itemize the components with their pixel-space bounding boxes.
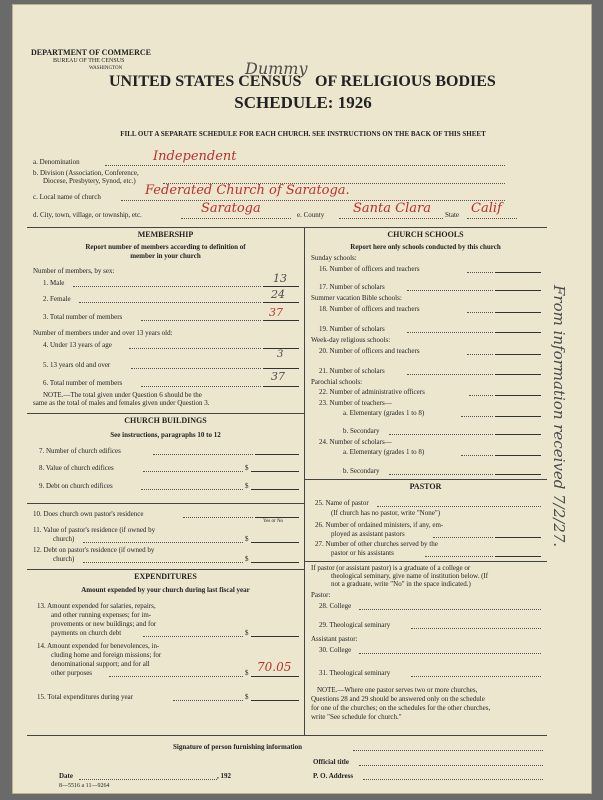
denomination-value: Independent — [153, 149, 237, 164]
q13-line — [143, 636, 243, 637]
q23a-blank — [495, 416, 541, 417]
q14-line-1: 14. Amount expended for benevolences, in- — [37, 642, 160, 650]
form-code: 8—5516 a 11—9264 — [59, 783, 110, 789]
city-label: WASHINGTON — [89, 66, 123, 71]
instructions-line: FILL OUT A SEPARATE SCHEDULE FOR EACH CHURCH. SEE INSTRUCTIONS ON THE BACK OF THIS SHEET — [120, 130, 486, 138]
q21-blank — [495, 374, 541, 375]
q24b-label: b. Secondary — [343, 467, 380, 475]
bureau-label: BUREAU OF THE CENSUS — [53, 58, 125, 64]
q23b-blank — [495, 434, 541, 435]
q11-blank — [251, 542, 299, 543]
q31-line — [411, 676, 541, 677]
pastor-note-1: NOTE.—Where one pastor serves two or more churches, — [317, 686, 478, 694]
q5-blank — [263, 368, 299, 369]
q17-line — [407, 290, 493, 291]
q10-line — [183, 517, 253, 518]
q24-label: 24. Number of scholars— — [319, 438, 392, 446]
q19-line — [407, 332, 493, 333]
q6-blank — [263, 386, 299, 387]
county-value: Santa Clara — [353, 201, 431, 216]
q2-line — [79, 302, 261, 303]
q17-label: 17. Number of scholars — [319, 283, 385, 291]
q14-dollar: $ — [245, 669, 249, 677]
q12-dollar: $ — [245, 555, 249, 563]
date-line — [79, 779, 217, 780]
q6-value: 37 — [271, 370, 285, 383]
q11-label-1: 11. Value of pastor's residence (if owned by — [33, 526, 156, 534]
q29-label: 29. Theological seminary — [319, 621, 391, 629]
q14-line — [109, 676, 243, 677]
q12-label-2: church) — [53, 555, 75, 563]
county-line — [339, 218, 443, 219]
q7-blank — [255, 454, 299, 455]
q12-line — [83, 562, 243, 563]
section-bottom-rule — [27, 735, 547, 736]
q21-line — [407, 374, 493, 375]
buildings-top-rule — [27, 413, 304, 414]
q24b-line — [389, 474, 493, 475]
q10-blank — [255, 517, 299, 518]
q24a-blank — [495, 455, 541, 456]
q7-label: 7. Number of church edifices — [39, 447, 121, 455]
division-label-1: b. Division (Association, Conference, — [33, 169, 139, 177]
q14-line-2: cluding home and foreign missions; for — [51, 651, 162, 659]
po-address-line — [363, 779, 543, 780]
graduate-text-1: If pastor (or assistant pastor) is a graduate of a college or — [311, 564, 471, 572]
city-field-label: d. City, town, village, or township, etc. — [33, 211, 142, 219]
q3-label: 3. Total number of members — [43, 313, 123, 321]
q17-blank — [495, 290, 541, 291]
form-title-b: OF RELIGIOUS BODIES — [315, 73, 496, 90]
q25-hint: (If church has no pastor, write "None") — [331, 509, 441, 517]
q9-blank — [251, 489, 299, 490]
schools-sub: Report here only schools conducted by this church — [350, 243, 501, 251]
q15-dollar: $ — [245, 693, 249, 701]
q14-line-4: other purposes — [51, 669, 93, 677]
q26-line — [433, 537, 493, 538]
q20-label: 20. Number of officers and teachers — [319, 347, 420, 355]
census-schedule-form — [12, 4, 592, 794]
yes-no-hint: Yes or No — [263, 519, 284, 524]
graduate-text-3: not a graduate, write "No" in the space indicated.) — [331, 580, 471, 588]
q6-line — [141, 386, 261, 387]
q16-label: 16. Number of officers and teachers — [319, 265, 420, 273]
q13-line-1: 13. Amount expended for salaries, repairs, — [37, 602, 156, 610]
church-name-value: Federated Church of Saratoga. — [145, 183, 350, 198]
q5-value: 3 — [277, 349, 284, 360]
q5-label: 5. 13 years old and over — [43, 361, 111, 369]
q13-line-2: and other running expenses; for im- — [51, 611, 152, 619]
signature-label: Signature of person furnishing information — [173, 743, 302, 751]
q30-line — [359, 653, 541, 654]
q9-dollar: $ — [245, 482, 249, 490]
q21-label: 21. Number of scholars — [319, 367, 385, 375]
q11-line — [83, 542, 243, 543]
sunday-label: Sunday schools: — [311, 254, 357, 262]
po-address-label: P. O. Address — [313, 772, 354, 780]
margin-handwritten-note: From information received 7/2/27. — [550, 285, 568, 548]
assistant-pastor-label: Assistant pastor: — [311, 635, 358, 643]
q2-value: 24 — [271, 288, 285, 301]
q9-line — [141, 489, 243, 490]
q26-label-2: ployed as assistant pastors — [331, 530, 405, 538]
q28-label: 28. College — [319, 602, 352, 610]
q13-line-4: payments on church debt — [51, 629, 122, 637]
official-title-line — [359, 765, 543, 766]
q22-label: 22. Number of administrative officers — [319, 388, 425, 396]
q19-label: 19. Number of scholars — [319, 325, 385, 333]
city-line — [181, 218, 291, 219]
q10-label: 10. Does church own pastor's residence — [33, 510, 144, 518]
parochial-label: Parochial schools: — [311, 378, 363, 386]
q4-line — [129, 348, 261, 349]
q26-label-1: 26. Number of ordained ministers, if any, em- — [315, 521, 444, 529]
q22-blank — [495, 395, 541, 396]
date-label: Date — [59, 772, 73, 780]
q15-label: 15. Total expenditures during year — [37, 693, 133, 701]
state-value: Calif — [471, 201, 502, 216]
signature-line — [353, 750, 543, 751]
q6-label: 6. Total number of members — [43, 379, 123, 387]
q16-line — [467, 272, 493, 273]
schools-title: CHURCH SCHOOLS — [387, 230, 464, 239]
q22-line — [469, 395, 493, 396]
q3-value: 37 — [269, 306, 283, 319]
pastor-note-2: Questions 28 and 29 should be answered only on the schedule — [311, 695, 485, 703]
church-name-label: c. Local name of church — [33, 193, 101, 201]
pastor-note-4: write "See schedule for church." — [311, 713, 402, 721]
members-by-age-label: Number of members under and over 13 years old: — [33, 329, 173, 337]
column-divider — [304, 227, 305, 735]
buildings-title: CHURCH BUILDINGS — [124, 416, 207, 425]
q9-label: 9. Debt on church edifices — [39, 482, 113, 490]
q8-line — [143, 471, 243, 472]
pastor-title: PASTOR — [409, 482, 442, 491]
q3-blank — [263, 320, 299, 321]
schedule-title: SCHEDULE: 1926 — [234, 93, 372, 112]
q13-dollar: $ — [245, 629, 249, 637]
q1-line — [73, 286, 261, 287]
membership-sub-1: Report number of members according to definition of — [85, 243, 246, 251]
q24a-label: a. Elementary (grades 1 to 8) — [343, 448, 425, 456]
q27-line — [425, 556, 493, 557]
q11-label-2: church) — [53, 535, 75, 543]
pastor-note-3: for one of the churches; on the schedules for the other churches, — [311, 704, 491, 712]
section-top-rule — [27, 227, 547, 228]
q2-blank — [263, 302, 299, 303]
denomination-line — [105, 165, 505, 166]
membership-note-2: same as the total of males and females given under Question 3. — [33, 399, 210, 407]
q23a-line — [461, 416, 493, 417]
q24a-line — [461, 455, 493, 456]
q15-line — [173, 700, 243, 701]
q30-label: 30. College — [319, 646, 352, 654]
form-title-a: UNITED STATES CENSUS — [109, 73, 302, 90]
weekday-label: Week-day religious schools: — [311, 336, 391, 344]
q23b-label: b. Secondary — [343, 427, 380, 435]
q15-blank — [251, 700, 299, 701]
expenditures-title: EXPENDITURES — [134, 572, 197, 581]
buildings-mid-rule — [27, 503, 304, 504]
q18-line — [467, 312, 493, 313]
q4-label: 4. Under 13 years of age — [43, 341, 112, 349]
pastor-top-rule — [304, 479, 547, 480]
q1-value: 13 — [273, 272, 287, 285]
q18-blank — [495, 312, 541, 313]
state-label: State — [445, 211, 459, 219]
q14-value: 70.05 — [257, 660, 292, 674]
denomination-label: a. Denomination — [33, 158, 80, 166]
summer-label: Summer vacation Bible schools: — [311, 294, 402, 302]
q16-blank — [495, 272, 541, 273]
q27-blank — [495, 556, 541, 557]
q1-blank — [263, 286, 299, 287]
date-year: , 192 — [217, 772, 231, 780]
church-name-line — [121, 200, 505, 201]
buildings-sub: See instructions, paragraphs 10 to 12 — [110, 431, 221, 439]
q28-line — [359, 609, 541, 610]
membership-note-1: NOTE.—The total given under Question 6 should be the — [43, 391, 202, 399]
q14-line-3: denominational support; and for all — [51, 660, 150, 668]
membership-title: MEMBERSHIP — [137, 230, 194, 239]
department-label: DEPARTMENT OF COMMERCE — [31, 48, 152, 57]
q23b-line — [389, 434, 493, 435]
dummy-handwriting: Dummy — [245, 59, 308, 78]
members-by-sex-label: Number of members, by sex: — [33, 267, 115, 275]
official-title-label: Official title — [313, 758, 349, 766]
expenditures-sub: Amount expended by your church during last fiscal year — [81, 586, 250, 594]
q13-blank — [251, 636, 299, 637]
q23a-label: a. Elementary (grades 1 to 8) — [343, 409, 425, 417]
q1-label: 1. Male — [43, 279, 65, 287]
q12-blank — [251, 562, 299, 563]
q23-label: 23. Number of teachers— — [319, 399, 392, 407]
q13-line-3: provements or new buildings; and for — [51, 620, 157, 628]
q7-line — [153, 454, 253, 455]
q27-label-2: pastor or his assistants — [331, 549, 394, 557]
q8-label: 8. Value of church edifices — [39, 464, 114, 472]
division-label-2: Diocese, Presbytery, Synod, etc.) — [43, 177, 136, 185]
state-line — [467, 218, 517, 219]
q8-blank — [251, 471, 299, 472]
q25-label: 25. Name of pastor — [315, 499, 369, 507]
q12-label-1: 12. Debt on pastor's residence (if owned by — [33, 546, 155, 554]
county-label: e. County — [297, 211, 325, 219]
q20-blank — [495, 354, 541, 355]
q14-blank — [251, 676, 299, 677]
q27-label-1: 27. Number of other churches served by the — [315, 540, 438, 548]
q2-label: 2. Female — [43, 295, 71, 303]
q18-label: 18. Number of officers and teachers — [319, 305, 420, 313]
graduate-text-2: theological seminary, give name of institution below. (If — [331, 572, 489, 580]
city-value: Saratoga — [201, 201, 261, 216]
q24b-blank — [495, 474, 541, 475]
q11-dollar: $ — [245, 535, 249, 543]
q5-line — [131, 368, 261, 369]
membership-sub-2: member in your church — [130, 252, 201, 260]
q29-line — [411, 628, 541, 629]
q20-line — [467, 354, 493, 355]
graduate-rule — [304, 561, 547, 562]
q25-line — [377, 506, 541, 507]
q19-blank — [495, 332, 541, 333]
q3-line — [141, 320, 261, 321]
expenditures-top-rule — [27, 569, 304, 570]
q8-dollar: $ — [245, 464, 249, 472]
q31-label: 31. Theological seminary — [319, 669, 391, 677]
pastor-sub-label: Pastor: — [311, 591, 331, 599]
q26-blank — [495, 537, 541, 538]
